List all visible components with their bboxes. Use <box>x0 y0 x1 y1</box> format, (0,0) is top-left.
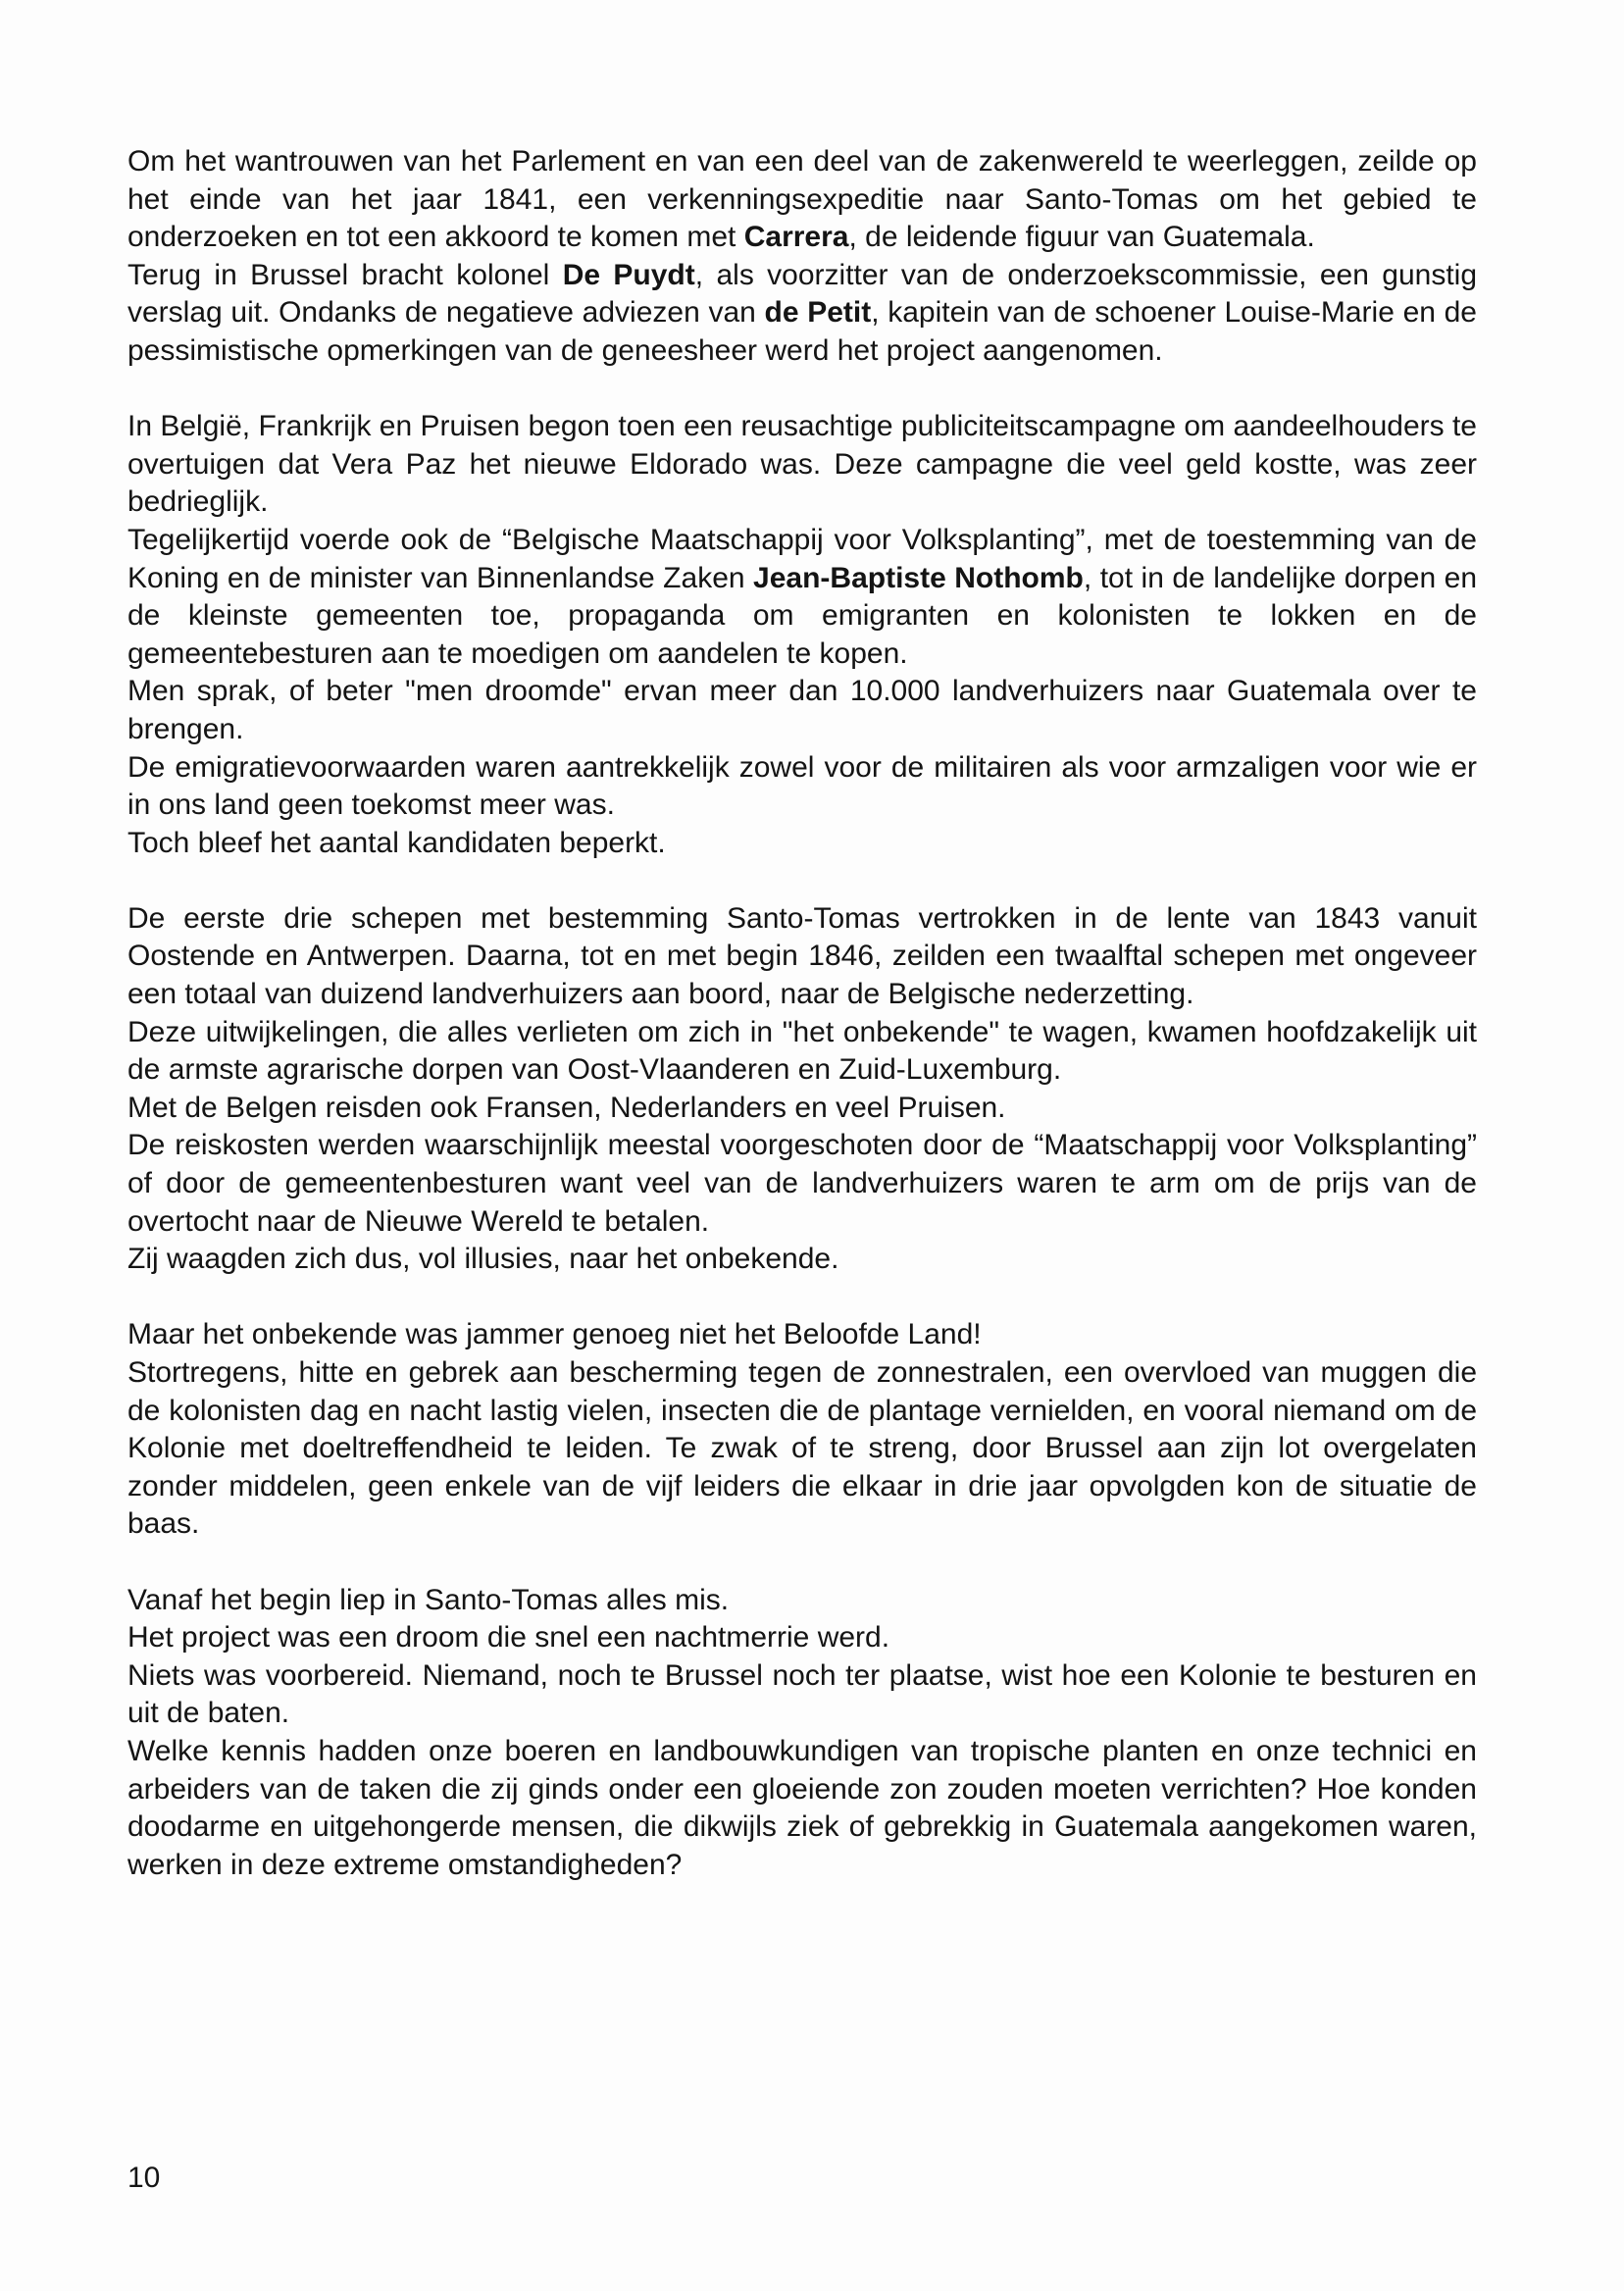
text-run: Om het wantrouwen van het Parlement en van een deel van de zakenwereld te weerleggen, zeilde op het einde van het jaar 1841, een verkenningsexpeditie naar Santo-Tomas om het gebied te onderzoeken en tot een akkoord te komen met <box>127 145 1477 254</box>
text-section <box>127 900 1477 1279</box>
bold-name: Carrera <box>743 221 849 254</box>
text-run: Zij waagden zich dus, vol illusies, naar het onbekende. <box>127 1243 839 1276</box>
text-section <box>127 1582 1477 1885</box>
paragraph <box>127 1090 1477 1128</box>
text-run: De reiskosten werden waarschijnlijk meestal voorgeschoten door de “Maatschappij voor Volksplanting” of door de gemeentenbesturen want veel van de landverhuizers waren te arm om de prijs van de overtocht naar de Nieuwe Wereld te betalen. <box>127 1129 1477 1238</box>
text-run: Met de Belgen reisden ook Fransen, Nederlanders en veel Pruisen. <box>127 1091 1006 1124</box>
page-number: 10 <box>127 2162 161 2194</box>
paragraph <box>127 143 1477 257</box>
text-run: Vanaf het begin liep in Santo-Tomas alles mis. <box>127 1583 730 1616</box>
bold-name: Jean-Baptiste Nothomb <box>753 561 1084 594</box>
paragraph <box>127 825 1477 863</box>
paragraph <box>127 1241 1477 1279</box>
paragraph <box>127 749 1477 825</box>
paragraph <box>127 1733 1477 1884</box>
text-run: Tegelijkertijd voerde ook de “Belgische Maatschappij voor Volksplanting”, met de toestemming van de Koning en de minister van Binnenlandse Zaken <box>127 523 1477 594</box>
text-run: Welke kennis hadden onze boeren en landbouwkundigen van tropische planten en onze technici en arbeiders van de taken die zij ginds onder een gloeiende zon zouden moeten verrichten? Hoe konden doodarme en uitgehongerde mensen, die dikwijls ziek of gebrekkig in Guatemala aangekomen waren, werken in deze extreme omstandigheden? <box>127 1734 1477 1881</box>
paragraph <box>127 673 1477 748</box>
paragraph <box>127 1354 1477 1544</box>
text-run: Niets was voorbereid. Niemand, noch te Brussel noch ter plaatse, wist hoe een Kolonie te besturen en uit de baten. <box>127 1658 1477 1730</box>
text-run: Deze uitwijkelingen, die alles verlieten om zich in "het onbekende" te wagen, kwamen hoofdzakelijk uit de armste agrarische dorpen van Oost-Vlaanderen en Zuid-Luxemburg. <box>127 1015 1477 1087</box>
paragraph <box>127 1582 1477 1620</box>
text-run: , kapitein van de schoener Louise-Marie en de pessimistische opmerkingen van de geneesheer werd het project aangenomen. <box>127 296 1477 367</box>
paragraph <box>127 257 1477 371</box>
text-section <box>127 143 1477 371</box>
text-section <box>127 408 1477 862</box>
paragraph <box>127 1657 1477 1733</box>
paragraph <box>127 522 1477 673</box>
paragraph <box>127 408 1477 522</box>
paragraph <box>127 900 1477 1014</box>
text-run: Men sprak, of beter "men droomde" ervan meer dan 10.000 landverhuizers naar Guatemala over te brengen. <box>127 675 1477 745</box>
text-section <box>127 1316 1477 1544</box>
text-run: Stortregens, hitte en gebrek aan bescherming tegen de zonnestralen, een overvloed van muggen die de kolonisten dag en nacht lastig vielen, insecten die de plantage vernielden, en vooral niemand om de Kolonie met doeltreffendheid te leiden. Te zwak of te streng, door Brussel aan zijn lot overgelaten zonder middelen, geen enkele van de vijf leiders die elkaar in drie jaar opvolgden kon de situatie de baas. <box>127 1356 1477 1541</box>
text-run: Toch bleef het aantal kandidaten beperkt. <box>127 826 666 859</box>
text-run: Maar het onbekende was jammer genoeg niet het Beloofde Land! <box>127 1318 982 1351</box>
paragraph <box>127 1316 1477 1354</box>
text-run: Het project was een droom die snel een nachtmerrie werd. <box>127 1621 890 1655</box>
text-run: Terug in Brussel bracht kolonel <box>127 258 563 291</box>
text-run: De emigratievoorwaarden waren aantrekkelijk zowel voor de militairen als voor armzaligen voor wie er in ons land geen toekomst meer was. <box>127 750 1477 822</box>
text-run: , tot in de landelijke dorpen en de kleinste gemeenten toe, propaganda om emigranten en kolonisten te lokken en de gemeentebesturen aan te moedigen om aandelen te kopen. <box>127 561 1477 670</box>
paragraph <box>127 1127 1477 1241</box>
paragraph <box>127 1014 1477 1090</box>
bold-name: de Petit <box>764 296 872 330</box>
paragraph <box>127 1619 1477 1657</box>
text-run: , de leidende figuur van Guatemala. <box>848 221 1315 254</box>
text-run: , als voorzitter van de onderzoekscommissie, een gunstig verslag uit. Ondanks de negatieve adviezen van <box>127 258 1478 330</box>
bold-name: De Puydt <box>562 258 695 291</box>
text-run: In België, Frankrijk en Pruisen begon toen een reusachtige publiciteitscampagne om aandeelhouders te overtuigen dat Vera Paz het nieuwe Eldorado was. Deze campagne die veel geld kostte, was zeer bedrieglijk. <box>127 410 1477 519</box>
text-run: De eerste drie schepen met bestemming Santo-Tomas vertrokken in de lente van 1843 vanuit Oostende en Antwerpen. Daarna, tot en met begin 1846, zeilden een twaalftal schepen met ongeveer een totaal van duizend landverhuizers aan boord, naar de Belgische nederzetting. <box>127 901 1477 1011</box>
body-text <box>127 143 1477 1884</box>
